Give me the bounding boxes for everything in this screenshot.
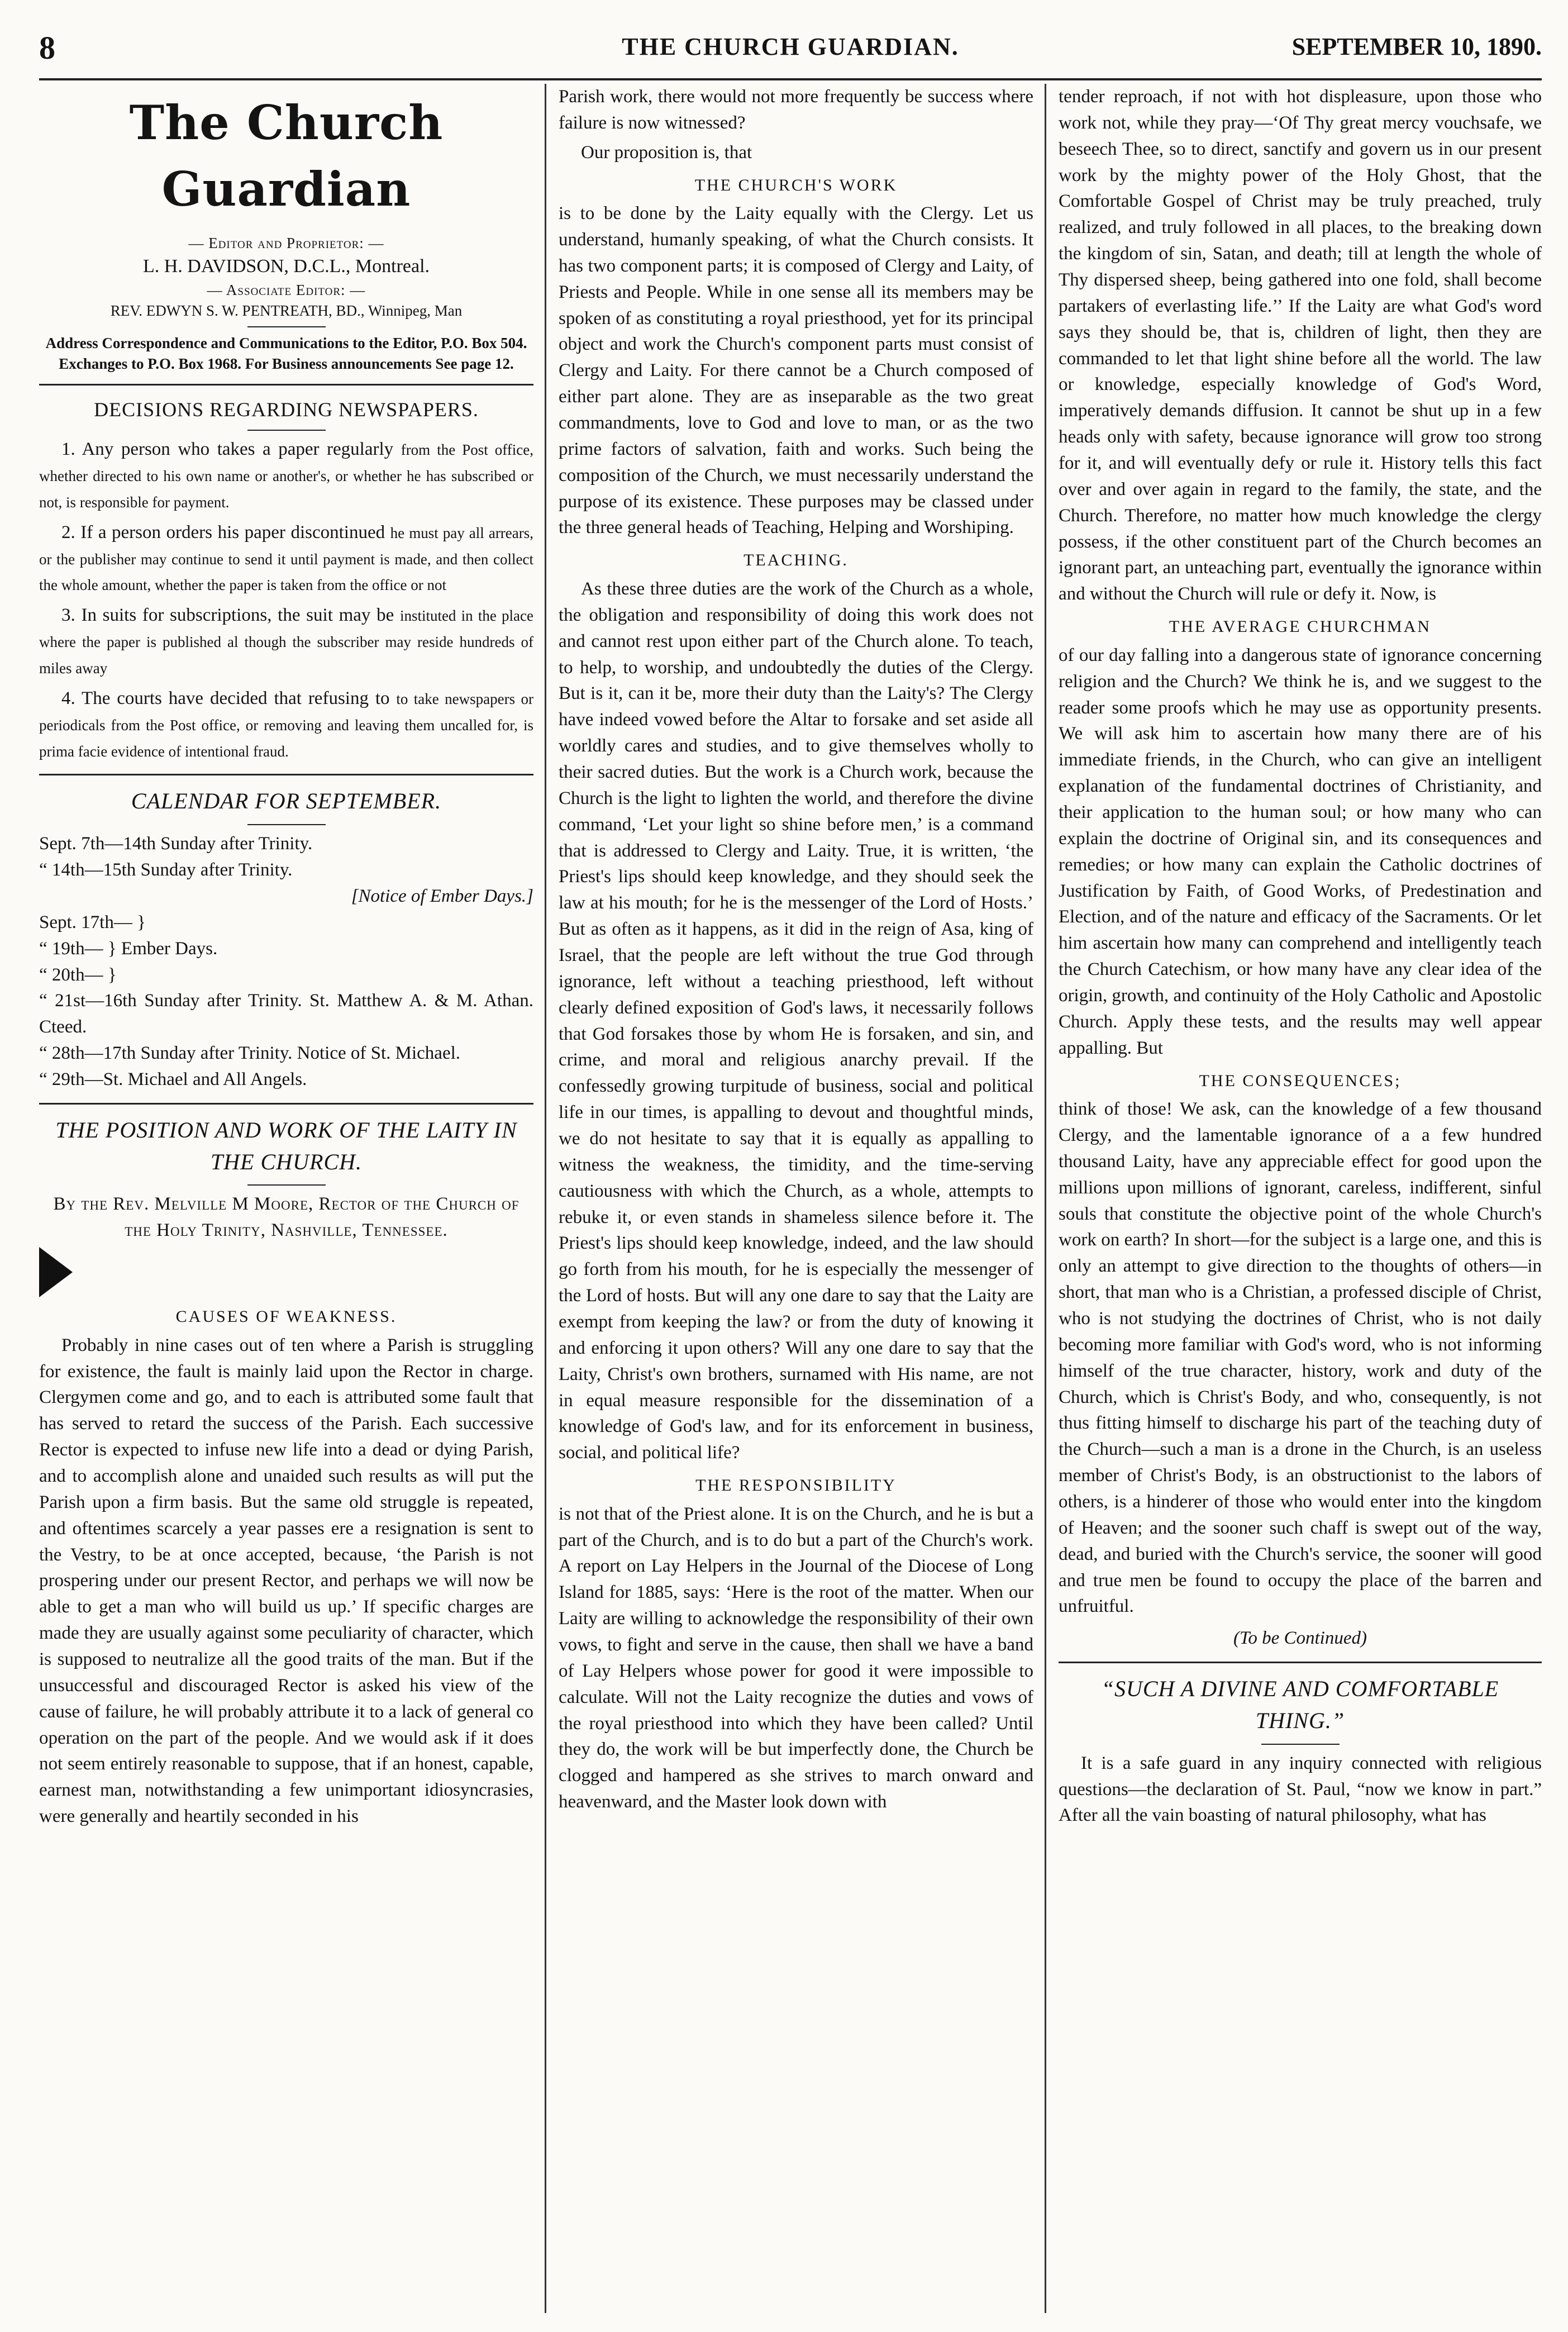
divider [247, 824, 326, 825]
calendar-row: “ 14th—15th Sunday after Trinity. [39, 860, 293, 881]
subhead-average-churchman: THE AVERAGE CHURCHMAN [1169, 617, 1432, 636]
body-paragraph: think of those! We ask, can the knowledge of a few thousand Clergy, and the lamentable ignorance of a a few hundred thousand Laity, have any appreciable effect for good upon the millions upon millions of ignorant, careless, indifferent, sinful souls that constitute the objective point of the whole Church's work on earth? In short—for the subject is a large one, and this is only an attempt to give direction to the thoughts of others—in short, that man who is a Christian, a professed disciple of Christ, who is not studying the doctrines of Christ, who is not daily becoming more familiar with God's word, who is not informing himself of the true character, history, work and duty of the Church, which is Christ's Body, and who, consequently, is not thus fitting himself to discharge his part of the teaching duty of the Church—such a man is a drone in the Church, is an useless member of Christ's Body, is an obstructionist to the labors of others, is a hinderer of those who would enter into the kingdom of Heaven; and the sooner such chaff is swept out of the way, dead, and buried with the Church's service, the sooner will good and true men be found to occupy the place of the barren and unfruitful. [1059, 1099, 1542, 1617]
page-header [39, 11, 1542, 80]
calendar-row: Sept. 7th—14th Sunday after Trinity. [39, 834, 313, 854]
associate-editor-name: REV. EDWYN S. W. PENTREATH, BD., Winnipeg, Man [110, 302, 463, 319]
decision-lead: 1. Any person who takes a paper regularly [61, 439, 394, 460]
calendar-title: CALENDAR FOR SEPTEMBER. [131, 788, 442, 814]
body-paragraph: It is a safe guard in any inquiry connected with religious questions—the declaration of St. Paul, “now we know in part.” After all the vain boasting of natural philosophy, what has [1059, 1753, 1542, 1826]
subhead-teaching: TEACHING. [744, 551, 849, 570]
divider [1261, 1744, 1340, 1745]
calendar-row: [Notice of Ember Days.] [351, 886, 533, 906]
decision-lead: 4. The courts have decided that refusing to [61, 688, 390, 708]
page-number: 8 [39, 30, 55, 66]
address-notice: Address Correspondence and Communications to the Editor, P.O. Box 504. Exchanges to P.O. Box 1968. For Business announcements See page 12. [45, 335, 527, 372]
article-title: THE POSITION AND WORK OF THE LAITY IN THE CHURCH. [55, 1117, 517, 1174]
decision-item [39, 520, 533, 598]
pointing-hand-icon [39, 1247, 533, 1297]
subhead-consequences: THE CONSEQUENCES; [1199, 1071, 1402, 1090]
masthead-title: The Church Guardian [129, 95, 444, 217]
column-left [39, 84, 533, 2313]
article-byline: By the Rev. Melville M Moore, Rector of the Church of the Holy Trinity, Nashville, Tennessee. [53, 1194, 520, 1241]
divider [247, 430, 326, 431]
decision-lead: 3. In suits for subscriptions, the suit may be [61, 605, 394, 626]
body-paragraph: tender reproach, if not with hot displeasure, upon those who work not, while they pray—‘Of Thy great mercy vouchsafe, we beseech Thee, so to direct, sanctify and govern us in our present work by the mighty power of the Holy Ghost, that the Comfortable Gospel of Christ may be truly preached, truly realized, and truly followed in all places, to the breaking down the kingdom of sin, Satan, and death; till at length the whole of Thy dispersed sheep, being gathered into one fold, shall become partakers of everlasting life.’’ If the Laity are what God's word says they should be, that is, children of light, then they are commanded to let that light shine before all the world. The law or knowledge, especially knowledge of God's Word, imperatively demands diffusion. It cannot be shut up in a few heads only with safety, because ignorance will grow too strong for it, and will eventually defy or rule it. History tells this fact over and over again in regard to the family, the state, and the Church. Therefore, no matter how much knowledge the clergy possess, if the other constituent part of the Church becomes an ignorant part, an unteaching part, eventually the ignorance within and without the Church will rule or defy it. Now, is [1059, 87, 1542, 605]
associate-editor-label: — Associate Editor: — [207, 282, 366, 299]
column-divider [1045, 84, 1046, 2313]
decision-item [39, 436, 533, 515]
body-paragraph: Probably in nine cases out of ten where a Parish is struggling for existence, the fault is mainly laid upon the Rector in charge. Clergymen come and go, and to each is attributed some fault that has served to retard the success of the Parish. Each successive Rector is expected to infuse new life into a dead or dying Parish, and to accomplish alone and unaided such results as will put the Parish upon a firm basis. But the same old struggle is repeated, and oftentimes scarcely a year passes ere a resignation is sent to the Vestry, to be at once accepted, because, ‘the Parish is not prospering under our present Rector, and perhaps we will now be able to get a man who will build us up.’ If specific charges are made they are usually against some peculiarity of character, which is supposed to neutralize all the good traits of the man. But if the unsuccessful and discouraged Rector is asked his view of the cause of failure, he will probably attribute it to a lack of general co operation on the part of the people. And we would ask if it does not seem entirely reasonable to suppose, that if an honest, capable, earnest man, notwithstanding a few unimportant idiosyncrasies, were generally and heartily seconded in his [39, 1335, 533, 1827]
subhead-responsibility: THE RESPONSIBILITY [695, 1476, 897, 1495]
divider [247, 326, 326, 327]
calendar-row: “ 19th— } Ember Days. [39, 938, 218, 959]
calendar-row: “ 28th—17th Sunday after Trinity. Notice of St. Michael. [39, 1043, 461, 1064]
body-paragraph: is to be done by the Laity equally with the Clergy. Let us understand, humanly speaking, of what the Church consists. It has two component parts; it is composed of Clergy and Laity, of Priests and People. While in one sense all its members may be spoken of as constituting a royal priesthood, yet for its principal object and work the Church's component parts must consist of Clergy and Laity. For there cannot be a Church composed of either part alone. They are as inseparable as the two great commandments, love to God and love to man, or as the two prime factors of salvation, faith and works. Such being the composition of the Church, we must necessarily understand the purpose of its existence. These purposes may be classed under the three general heads of Teaching, Helping and Worshiping. [559, 203, 1033, 538]
calendar-row: “ 20th— } [39, 964, 117, 985]
editor-label: — Editor and Proprietor: — [188, 234, 384, 251]
body-paragraph: Parish work, there would not more frequently be success where failure is now witnessed? [559, 87, 1033, 133]
newspaper-title: THE CHURCH GUARDIAN. [622, 33, 959, 60]
second-article-title: “SUCH A DIVINE AND COMFORTABLE THING.” [1101, 1676, 1499, 1733]
column-right [1059, 84, 1542, 2313]
decision-lead: 2. If a person orders his paper discontinued [61, 522, 385, 542]
body-paragraph: Our proposition is, that [581, 142, 752, 163]
decision-item [39, 686, 533, 764]
to-be-continued: (To be Continued) [1233, 1628, 1367, 1649]
decisions-title: DECISIONS REGARDING NEWSPAPERS. [94, 398, 479, 421]
divider [247, 1184, 326, 1186]
column-middle [559, 84, 1033, 2313]
calendar-row: Sept. 17th— } [39, 912, 146, 932]
subhead-causes: CAUSES OF WEAKNESS. [175, 1307, 397, 1326]
calendar-row: “ 29th—St. Michael and All Angels. [39, 1069, 307, 1089]
decision-text: to take newspapers or periodicals from the Post office, or removing and leaving them uncalled for, is prima facie evidence of intentional fraud. [39, 690, 533, 760]
body-paragraph: of our day falling into a dangerous state of ignorance concerning religion and the Church? We think he is, and we suggest to the reader some proofs which he may use as opportunity presents. We will ask him to ascertain how many there are of his immediate friends, in the Church, who can give an intelligent explanation of the fundamental doctrines of Christianity, and their application to the human soul; or how many who can explain the doctrine of Original sin, and its consequences and remedies; or how many can explain the Catholic doctrines of Justification by Faith, of Good Works, of Predestination and Election, and of the nature and efficacy of the Sacraments. Or let him ascertain how many can comprehend and intelligently teach the Church Catechism, or how many have any clear idea of the origin, growth, and continuity of the Holy Catholic and Apostolic Church. Apply these tests, and the results may well appear appalling. But [1059, 645, 1542, 1058]
decision-text: from the Post office, whether directed to his own name or another's, or whether he has subscribed or not, is responsible for payment. [39, 441, 533, 511]
calendar-row: “ 21st—16th Sunday after Trinity. St. Matthew A. & M. Athan. Cteed. [39, 991, 533, 1037]
divider [39, 774, 533, 775]
divider [1059, 1662, 1542, 1663]
decision-text: instituted in the place where the paper is published al though the subscriber may reside hundreds of miles away [39, 607, 533, 677]
editor-name: L. H. DAVIDSON, D.C.L., Montreal. [142, 255, 430, 277]
divider [39, 1103, 533, 1105]
decision-text: he must pay all arrears, or the publisher may continue to send it until payment is made, and then collect the whole amount, whether the paper is taken from the office or not [39, 524, 533, 594]
divider [39, 384, 533, 386]
body-paragraph: is not that of the Priest alone. It is on the Church, and he is but a part of the Church, and is to do but a part of the Church's work. A report on Lay Helpers in the Journal of the Diocese of Long Island for 1885, says: ‘Here is the root of the matter. When our Laity are willing to acknowledge the responsibility of their own vows, to fight and serve in the cause, then shall we have a band of Lay Helpers whose power for good it were impossible to calculate. Will not the Laity recognize the duties and vows of the royal priesthood into which they have been called? Until they do, the work will be but imperfectly done, the Church be clogged and hampered as she strives to march onward and heavenward, and the Master look down with [559, 1503, 1033, 1812]
body-paragraph: As these three duties are the work of the Church as a whole, the obligation and responsibility of doing this work does not and cannot rest upon either part of the Church alone. To teach, to help, to worship, and undoubtedly the duties of the Clergy. But is it, can it be, more their duty than the Laity's? The Clergy have indeed vowed before the Altar to forsake and set aside all worldly cares and studies, and to give themselves wholly to their sacred duties. But the work is a Church work, because the Church is the light to lighten the world, and therefore the divine command, ‘Let your light so shine before men,’ is a command that is addressed to Clergy and Laity. True, it is written, ‘the Priest's lips should keep knowledge, and they should seek the law at his mouth; for he is the messenger of the Lord of Hosts.’ But as often as it happens, as it did in the reign of Asa, king of Israel, that the people are left without the true God through ignorance, left without a teaching priesthood, left without clearly defined exposition of God's laws, it necessarily follows that God forsakes those by whom He is forsaken, and sin, and crime, and moral and religious anarchy prevail. If the confessedly growing turpitude of business, social and political life in our times, is appalling to devout and thoughtful minds, we do not hesitate to say that it is equally as appalling to witness the weakness, the timidity, and the time-serving cautiousness with which the Church, as a whole, attempts to rebuke it, or even stands in shameless silence before it. The Priest's lips should keep knowledge, indeed, and the law should go forth from his mouth, for he is especially the messenger of the Lord of hosts. But will any one dare to say that the Laity are exempt from keeping the law? or from the duty of knowing it and enforcing it upon others? Will any one dare to say that the Laity, Christ's own brothers, surnamed with His name, are not in equal measure responsible for the dissemination of a knowledge of God's law, and for its enforcement in business, social, and political life? [559, 578, 1033, 1463]
subhead-churchs-work: THE CHURCH'S WORK [694, 175, 898, 194]
column-divider [545, 84, 546, 2313]
decision-item [39, 602, 533, 681]
issue-date: SEPTEMBER 10, 1890. [1291, 33, 1542, 60]
